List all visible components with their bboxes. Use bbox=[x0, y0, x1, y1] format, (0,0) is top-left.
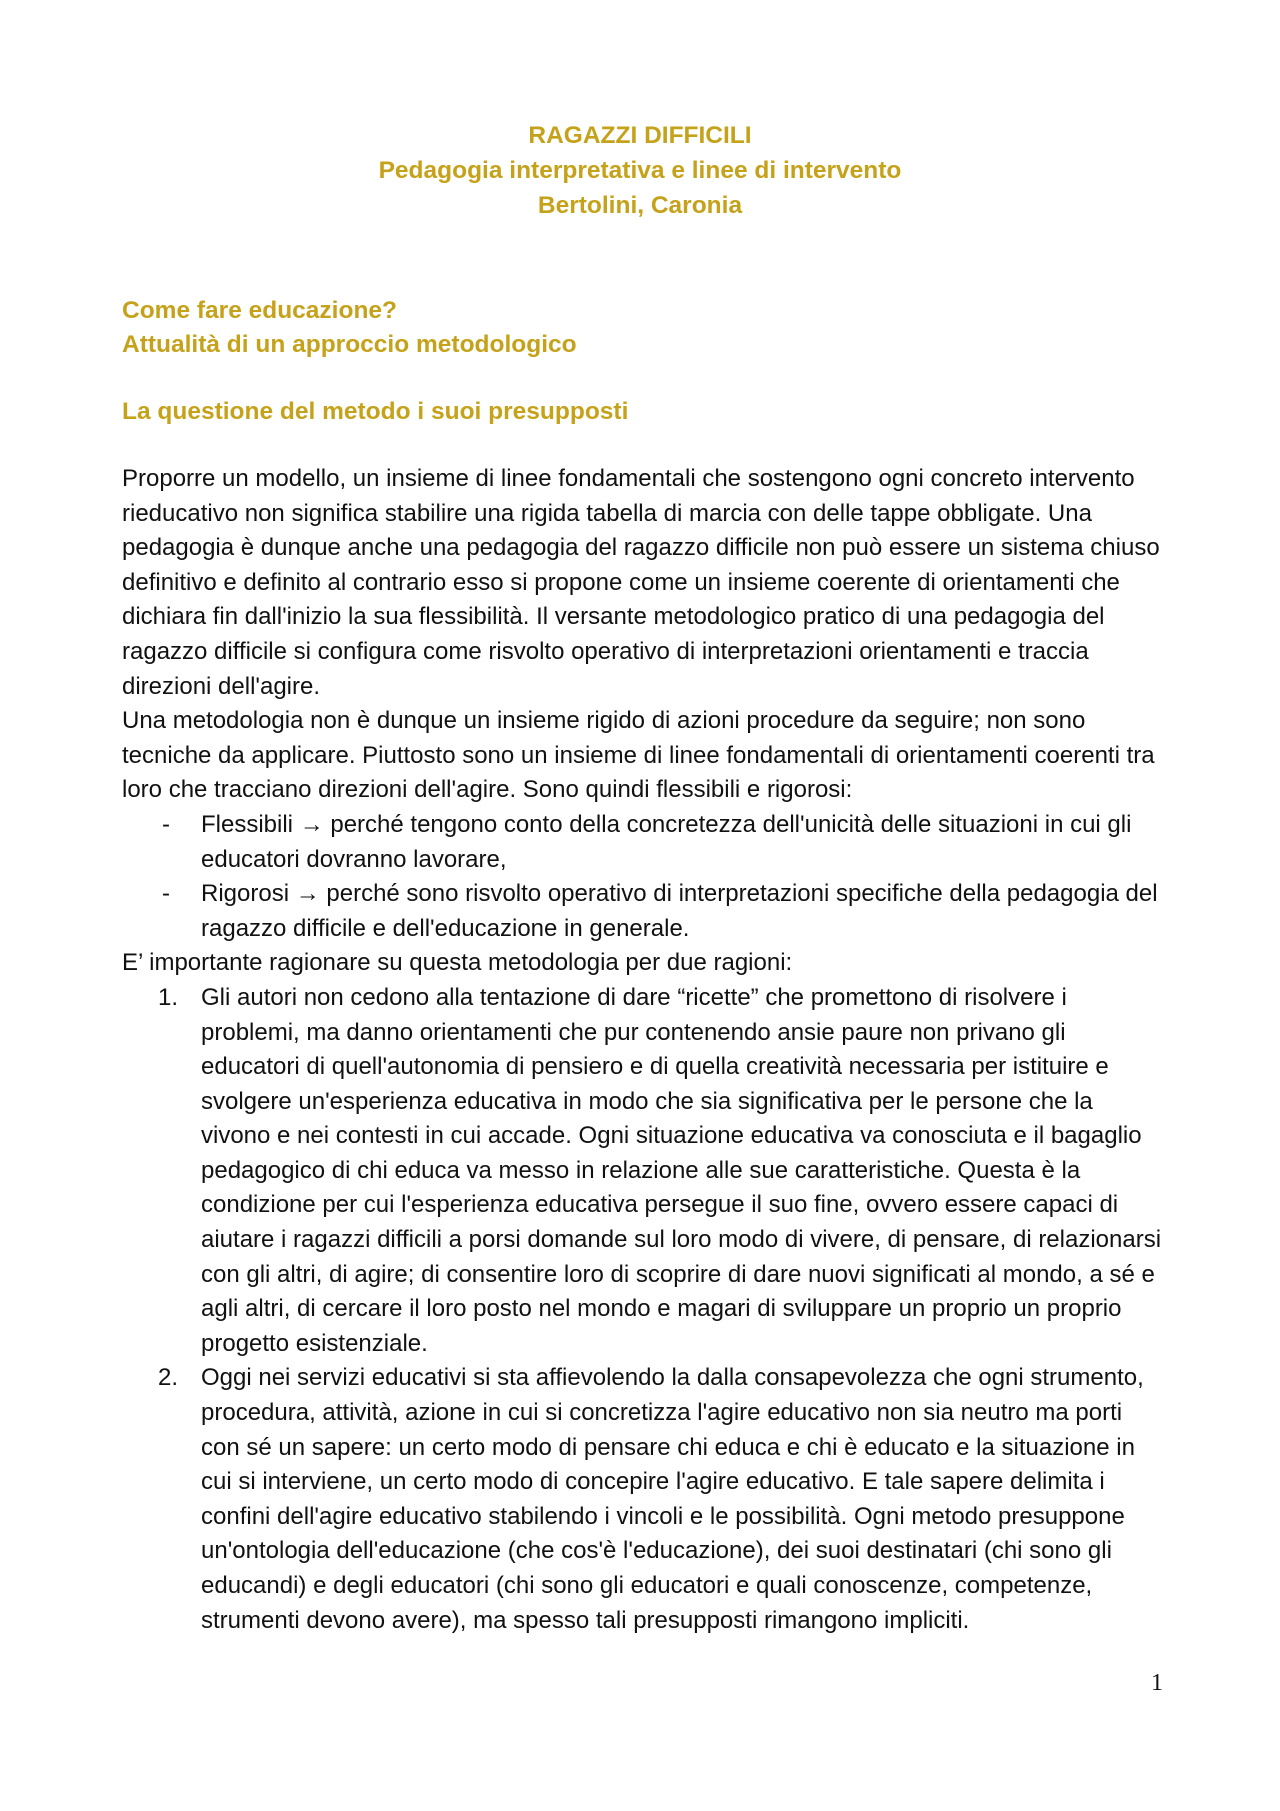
title-subtitle: Pedagogia interpretativa e linee di intervento bbox=[378, 157, 902, 184]
arrow-right-icon: → bbox=[299, 810, 324, 838]
list-item-term: Flessibili bbox=[201, 810, 294, 838]
list-item-text: perché tengono conto della concretezza dell'unicità delle situazioni in cui gli educatori dovranno lavorare, bbox=[201, 810, 1132, 873]
numbered-list bbox=[122, 981, 1167, 1638]
section-subheading: Attualità di un approccio metodologico bbox=[122, 331, 577, 358]
page-number: 1 bbox=[1151, 1670, 1163, 1696]
section-heading: Come fare educazione? bbox=[122, 297, 398, 324]
list-item bbox=[122, 1361, 1167, 1638]
list-item bbox=[122, 981, 1167, 1362]
title-main: RAGAZZI DIFFICILI bbox=[528, 122, 752, 149]
section-headings bbox=[122, 294, 577, 362]
paragraph-reasons: E’ importante ragionare su questa metodologia per due ragioni: bbox=[122, 949, 793, 977]
list-item-text: perché sono risvolto operativo di interpretazioni specifiche della pedagogia del ragazzo difficile e dell'educazione in generale. bbox=[201, 880, 1158, 942]
dash-marker: - bbox=[162, 880, 170, 908]
body-text bbox=[122, 462, 1167, 1638]
number-marker: 1. bbox=[158, 983, 179, 1011]
subsection-heading: La questione del metodo i suoi presupposti bbox=[122, 398, 629, 425]
list-item-text: Gli autori non cedono alla tentazione di dare “ricette” che promettono di risolvere i problemi, ma danno orientamenti che pur contenendo ansie paure non privano gli educatori di quell'autonomia di pensiero e di quella creatività necessaria per istituire e svolgere un'esperienza educativa in modo che sia significativa per le persone che la vivono e nei contesti in cui accade. Ogni situazione educativa va conosciuta e il bagaglio pedagogico di chi educa va messo in relazione alle sue caratteristiche. Questa è la condizione per cui l'esperienza educativa persegue il suo fine, ovvero essere capaci di aiutare i ragazzi difficili a porsi domande sul loro modo di vivere, di pensare, di relazionarsi con gli altri, di agire; di consentire loro di scoprire di dare nuovi significati al mondo, a sé e agli altri, di cercare il loro posto nel mondo e magari di sviluppare un proprio un proprio progetto esistenziale. bbox=[201, 983, 1162, 1357]
list-item-term: Rigorosi bbox=[201, 880, 290, 908]
paragraph-intro: Proporre un modello, un insieme di linee fondamentali che sostengono ogni concreto intervento rieducativo non significa stabilire una rigida tabella di marcia con delle tappe obbligate. Una pedagogia è dunque anche una pedagogia del ragazzo difficile non può essere un sistema chiuso definitivo e definito al contrario esso si propone come un insieme coerente di orientamenti che dichiara fin dall'inizio la sua flessibilità. Il versante metodologico pratico di una pedagogia del ragazzo difficile si configura come risvolto operativo di interpretazioni orientamenti e traccia direzioni dell'agire. bbox=[122, 465, 1160, 700]
paragraph-methodology: Una metodologia non è dunque un insieme rigido di azioni procedure da seguire; non sono tecniche da applicare. Piuttosto sono un insieme di linee fondamentali di orientamenti coerenti tra loro che tracciano direzioni dell'agire. Sono quindi flessibili e rigorosi: bbox=[122, 707, 1155, 804]
list-item bbox=[122, 877, 1167, 946]
number-marker: 2. bbox=[158, 1364, 179, 1392]
document-title bbox=[0, 118, 1280, 223]
title-authors: Bertolini, Caronia bbox=[537, 192, 743, 219]
dash-list bbox=[122, 808, 1167, 946]
dash-marker: - bbox=[162, 810, 170, 838]
arrow-right-icon: → bbox=[295, 880, 320, 908]
list-item-text: Oggi nei servizi educativi si sta affievolendo la dalla consapevolezza che ogni strumento, procedura, attività, azione in cui si concretizza l'agire educativo non sia neutro ma porti con sé un sapere: un certo modo di pensare chi educa e chi è educato e la situazione in cui si interviene, un certo modo di concepire l'agire educativo. E tale sapere delimita i confini dell'agire educativo stabilendo i vincoli e le possibilità. Ogni metodo presuppone un'ontologia dell'educazione (che cos'è l'educazione), dei suoi destinatari (chi sono gli educandi) e degli educatori (chi sono gli educatori e quali conoscenze, competenze, strumenti devono avere), ma spesso tali presupposti rimangono impliciti. bbox=[201, 1364, 1144, 1634]
list-item bbox=[122, 808, 1167, 877]
